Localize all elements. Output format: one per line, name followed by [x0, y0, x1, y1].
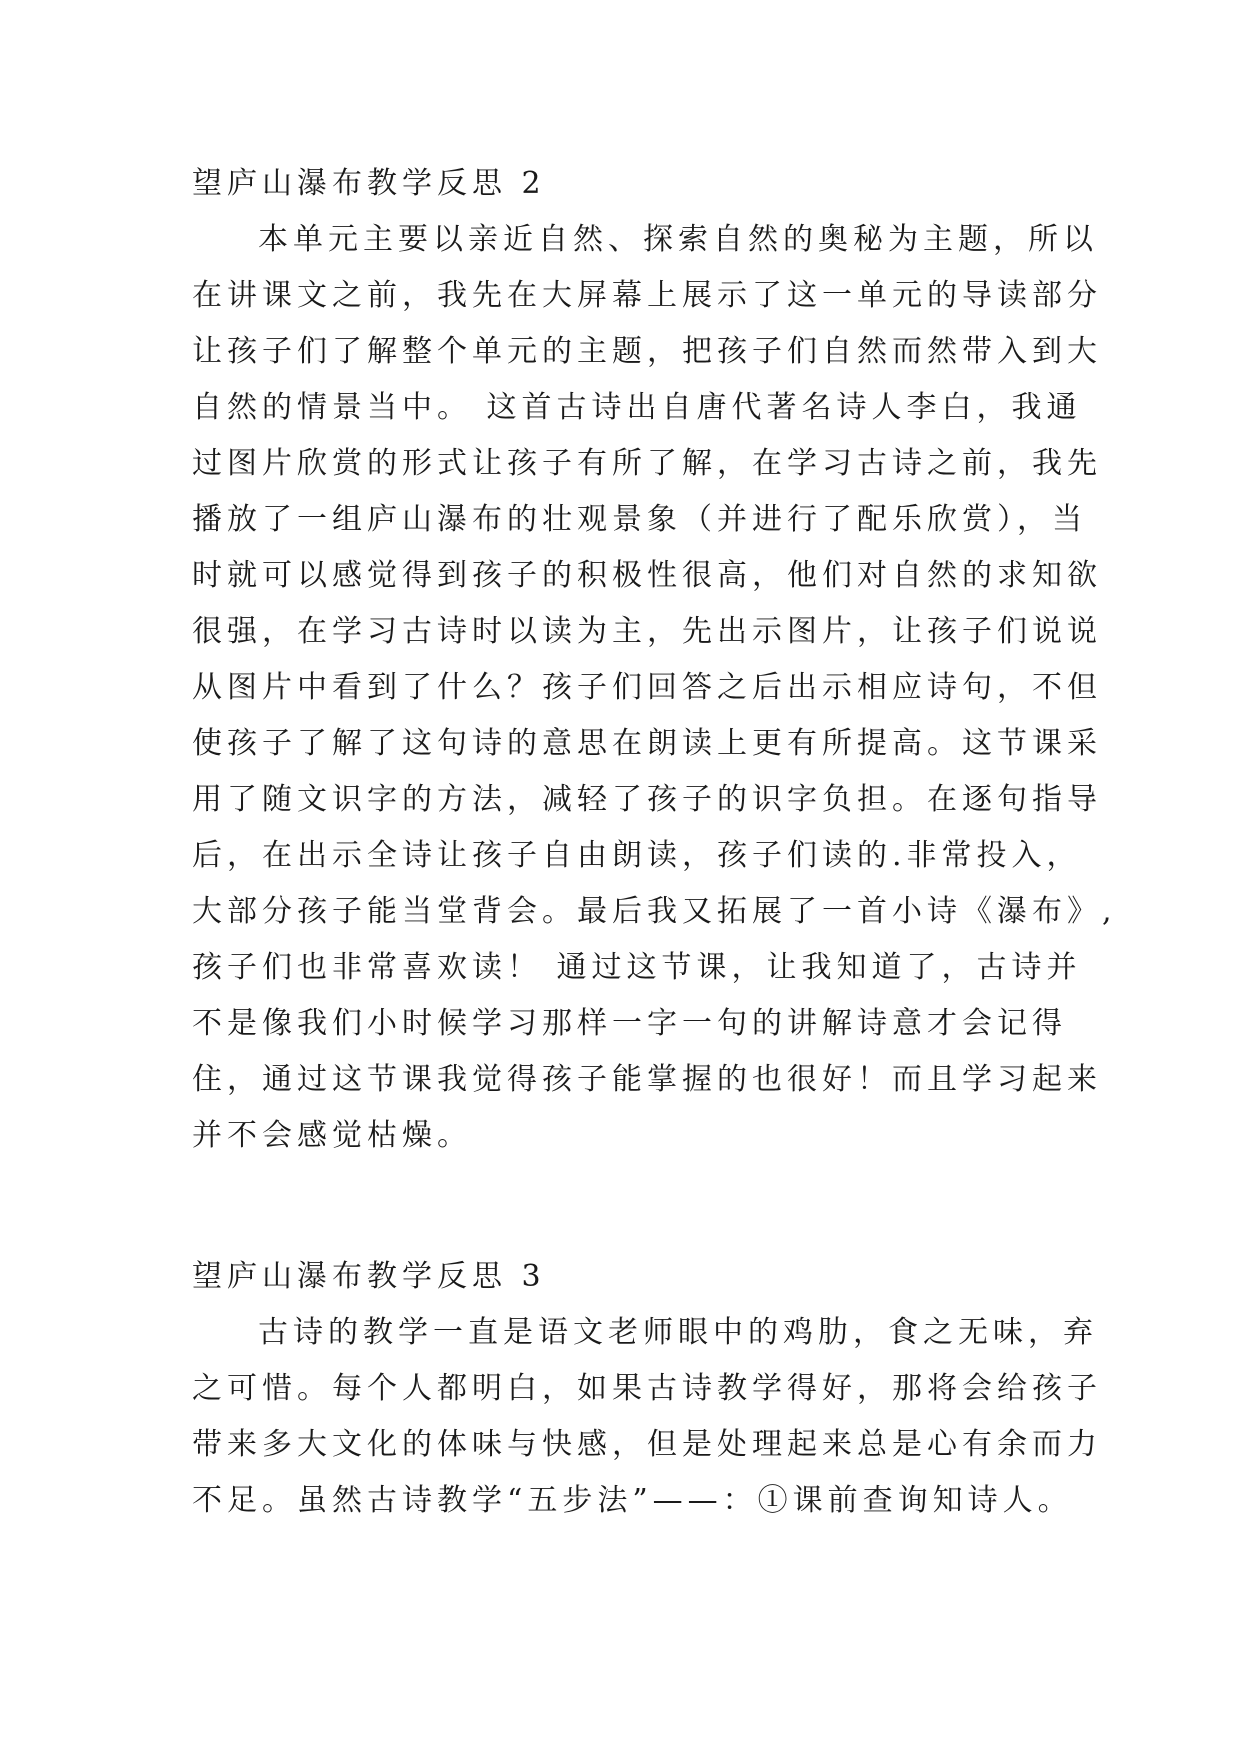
paragraph-line: 孩子们也非常喜欢读！ 通过这节课，让我知道了，古诗并 — [192, 950, 1082, 985]
paragraph-line: 不是像我们小时候学习那样一字一句的讲解诗意才会记得 — [192, 1006, 1067, 1041]
paragraph-line: 大部分孩子能当堂背会。最后我又拓展了一首小诗《瀑布》, — [192, 894, 1117, 929]
paragraph-line: 在讲课文之前，我先在大屏幕上展示了这一单元的导读部分 — [192, 278, 1102, 313]
paragraph-line: 带来多大文化的体味与快感，但是处理起来总是心有余而力 — [192, 1427, 1102, 1462]
paragraph-line: 时就可以感觉得到孩子的积极性很高，他们对自然的求知欲 — [192, 558, 1102, 593]
paragraph-line: 并不会感觉枯燥。 — [192, 1118, 472, 1153]
paragraph-line: 很强，在学习古诗时以读为主，先出示图片，让孩子们说说 — [192, 614, 1102, 649]
paragraph-line: 用了随文识字的方法，减轻了孩子的识字负担。在逐句指导 — [192, 782, 1102, 817]
section-title-3: 望庐山瀑布教学反思 3 — [192, 1259, 546, 1294]
paragraph-line: 不足。虽然古诗教学“五步法”——：①课前查询知诗人。 — [192, 1483, 1073, 1518]
paragraph-line: 之可惜。每个人都明白，如果古诗教学得好，那将会给孩子 — [192, 1371, 1102, 1406]
section-title-2: 望庐山瀑布教学反思 2 — [192, 166, 546, 201]
paragraph-line: 让孩子们了解整个单元的主题，把孩子们自然而然带入到大 — [192, 334, 1102, 369]
paragraph-line: 自然的情景当中。 这首古诗出自唐代著名诗人李白，我通 — [192, 390, 1082, 425]
paragraph-line: 从图片中看到了什么？孩子们回答之后出示相应诗句，不但 — [192, 670, 1102, 705]
paragraph-line: 后，在出示全诗让孩子自由朗读，孩子们读的.非常投入， — [192, 838, 1082, 873]
paragraph-line: 古诗的教学一直是语文老师眼中的鸡肋，食之无味，弃 — [258, 1315, 1098, 1350]
paragraph-line: 过图片欣赏的形式让孩子有所了解，在学习古诗之前，我先 — [192, 446, 1102, 481]
paragraph-line: 使孩子了解了这句诗的意思在朗读上更有所提高。这节课采 — [192, 726, 1102, 761]
paragraph-line: 播放了一组庐山瀑布的壮观景象（并进行了配乐欣赏），当 — [192, 502, 1087, 537]
paragraph-line: 本单元主要以亲近自然、探索自然的奥秘为主题，所以 — [258, 222, 1098, 257]
paragraph-line: 住，通过这节课我觉得孩子能掌握的也很好！而且学习起来 — [192, 1062, 1102, 1097]
